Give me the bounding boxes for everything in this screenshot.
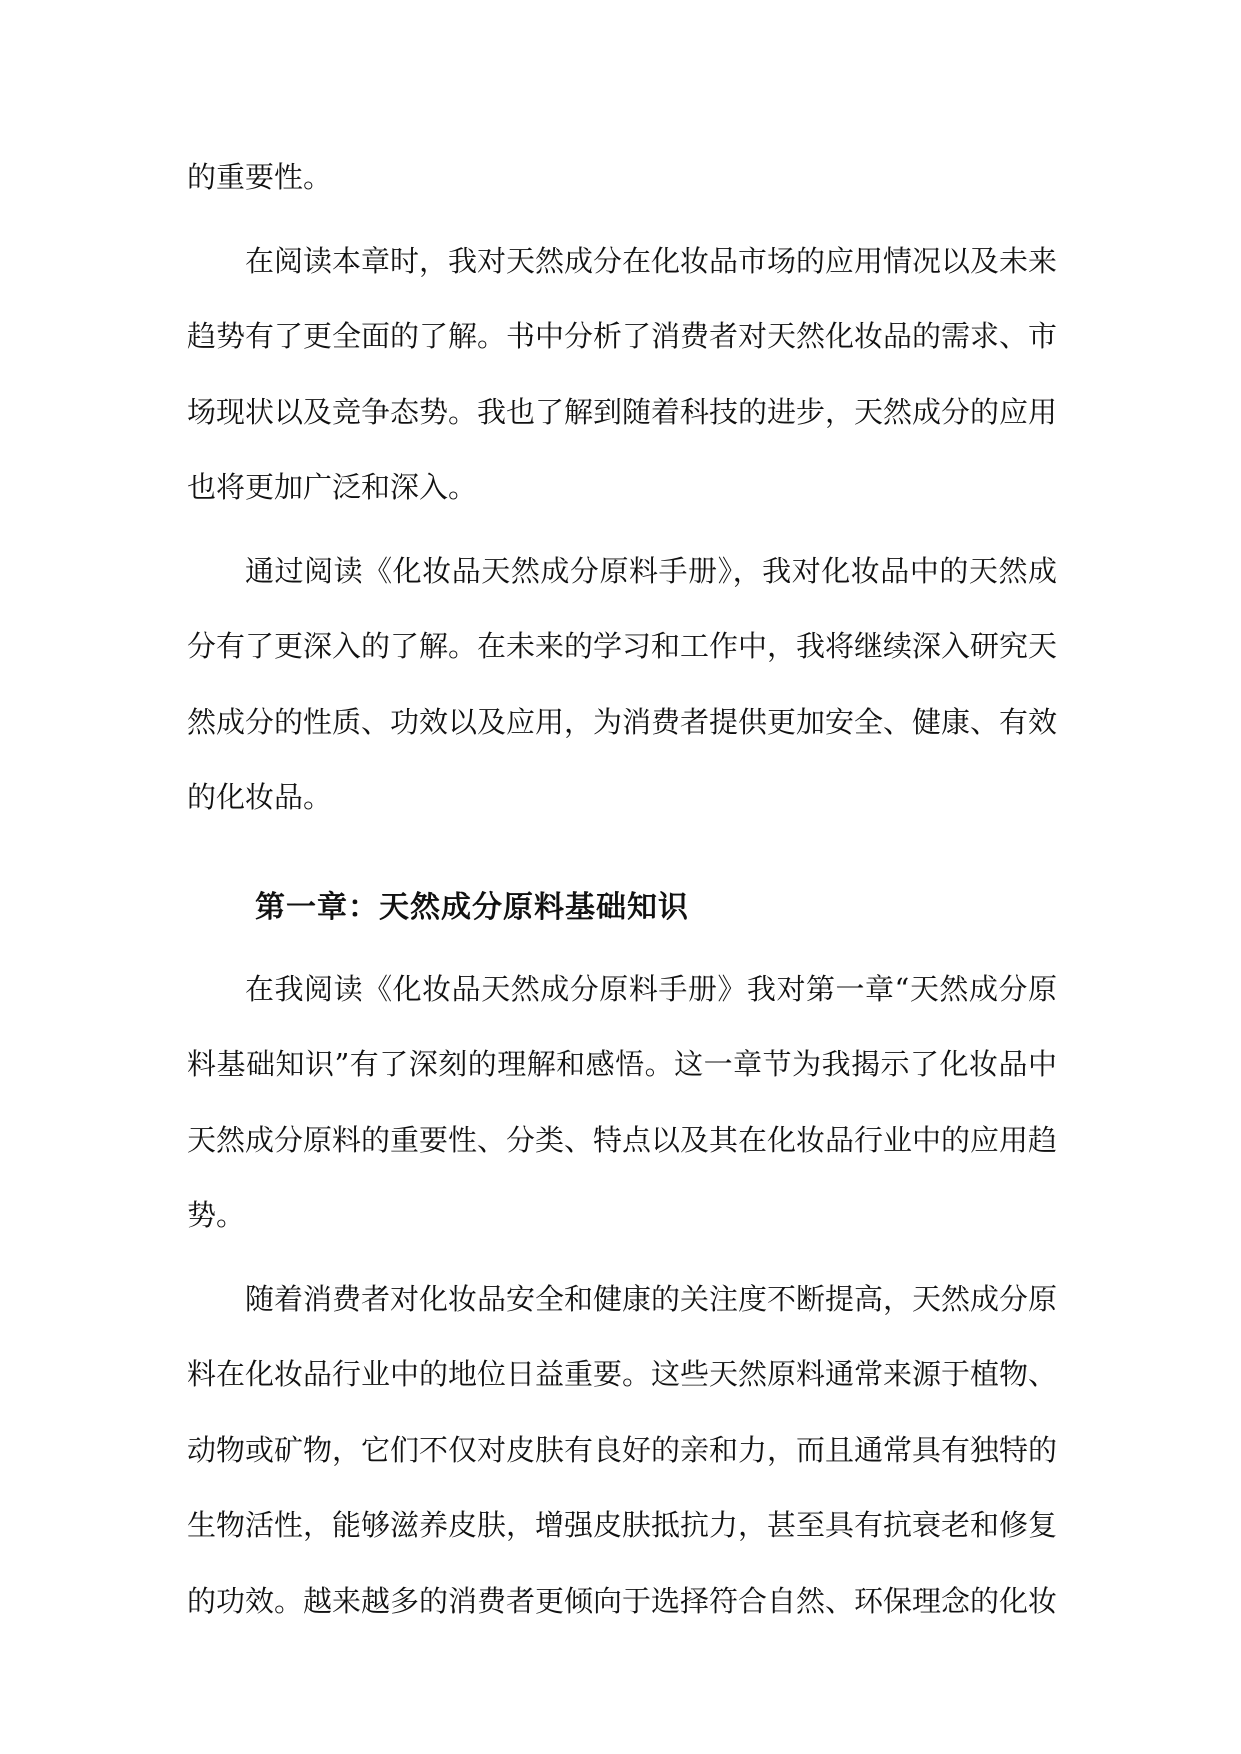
paragraph-conclusion: 通过阅读《化妆品天然成分原料手册》，我对化妆品中的天然成分有了更深入的了解。在未来的学习和工作中，我将继续深入研究天然成分的性质、功效以及应用，为消费者提供更加安全、健康、有效的化妆品。 <box>187 553 1058 814</box>
paragraph-natural-ingredients: 随着消费者对化妆品安全和健康的关注度不断提高，天然成分原料在化妆品行业中的地位日益重要。这些天然原料通常来源于植物、动物或矿物，它们不仅对皮肤有良好的亲和力，而且通常具有独特的生物活性，能够滋养皮肤，增强皮肤抵抗力，甚至具有抗衰老和修复的功效。越来越多的消费者更倾向于选择符合自然、环保理念的化妆 <box>187 1281 1058 1618</box>
page-content <box>187 140 1057 1647</box>
paragraph-chapter-intro: 在我阅读《化妆品天然成分原料手册》我对第一章“天然成分原料基础知识”有了深刻的理解和感悟。这一章节为我揭示了化妆品中天然成分原料的重要性、分类、特点以及其在化妆品行业中的应用趋势。 <box>187 971 1058 1232</box>
chapter-heading: 第一章：天然成分原料基础知识 <box>255 889 689 925</box>
paragraph-reading-summary: 在阅读本章时，我对天然成分在化妆品市场的应用情况以及未来趋势有了更全面的了解。书中分析了消费者对天然化妆品的需求、市场现状以及竞争态势。我也了解到随着科技的进步，天然成分的应用也将更加广泛和深入。 <box>187 243 1058 504</box>
paragraph-continuation: 的重要性。 <box>187 160 333 194</box>
